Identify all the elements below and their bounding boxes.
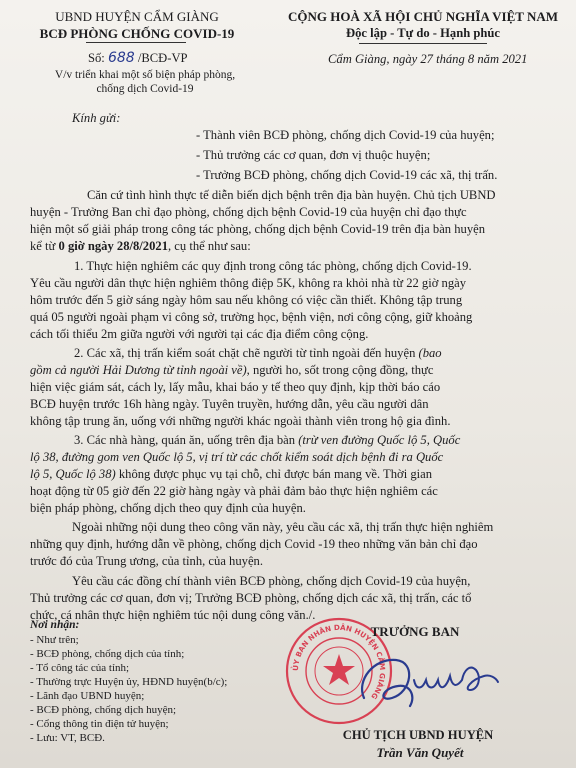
number-prefix: Số:	[88, 51, 105, 65]
addressee-list	[196, 127, 574, 184]
issuing-organization	[6, 8, 268, 42]
addressee-label: Kính gửi:	[72, 111, 121, 125]
item-2-line	[30, 345, 566, 362]
document-number	[88, 50, 268, 67]
closing-line: Thủ trưởng các cơ quan, đơn vị; Trưởng BCĐ phòng, chống dịch các xã, thị trấn, các tổ	[30, 591, 472, 605]
item-3-line	[30, 466, 566, 483]
recipient-item: - Lãnh đạo UBND huyện;	[30, 690, 145, 702]
closing-line: Yêu cầu các đồng chí thành viên BCĐ phòng, chống dịch Covid-19 của huyện,	[72, 574, 471, 588]
closing-line: Ngoài những nội dung theo công văn này, yêu cầu các xã, thị trấn thực hiện nghiêm	[72, 520, 494, 534]
effective-time: 0 giờ ngày 28/8/2021	[58, 239, 168, 253]
recipient-item: - Cổng thông tin điện tử huyện;	[30, 718, 169, 730]
item-2	[30, 345, 566, 430]
closing-line: những quy định, hướng dẫn về phòng, chống dịch Covid -19 theo những văn bản chỉ đạo	[30, 537, 478, 551]
addressee-item: - Trưởng BCĐ phòng, chống dịch Covid-19 các xã, thị trấn.	[196, 168, 498, 182]
signer-name: Trần Văn Quyết	[376, 745, 464, 760]
intro-line: huyện - Trưởng Ban chỉ đạo phòng, chống dịch bệnh Covid-19 của huyện chỉ đạo thực	[30, 205, 467, 219]
number-handwritten: 688	[107, 50, 135, 66]
intro-line	[30, 238, 566, 255]
signer-title: TRƯỞNG BAN	[370, 624, 460, 639]
recipients-block	[30, 618, 290, 745]
recipient-item: - BCĐ phòng, chống dịch của tỉnh;	[30, 648, 185, 660]
intro-line: Căn cứ tình hình thực tế diễn biến dịch bệnh trên địa bàn huyện. Chủ tịch UBND	[87, 188, 496, 202]
item-2-line: BCĐ huyện trước 16h hàng ngày. Tuyên truyền, hướng dẫn, yêu cầu người dân	[30, 397, 429, 411]
recipient-item: - Tổ công tác của tỉnh;	[30, 662, 130, 674]
item-1-line: quá 05 người ngoài phạm vi công sở, trường học, bệnh viện, nơi công cộng, giữ khoảng	[30, 310, 473, 324]
place-date: Cẩm Giàng, ngày 27 tháng 8 năm 2021	[328, 52, 528, 66]
stamp-star-icon	[323, 654, 355, 685]
item-1-line: 1. Thực hiện nghiêm các quy định trong công tác phòng, chống dịch Covid-19.	[74, 259, 472, 273]
item-2-text: , người ho, sốt trong cộng đồng, thực	[246, 363, 434, 377]
number-suffix: /BCĐ-VP	[137, 51, 188, 65]
recipients-label: Nơi nhận:	[30, 619, 80, 631]
item-3-text: không được phục vụ tại chỗ, chỉ được bán mang về. Thời gian	[115, 467, 433, 481]
subject-line-1: V/v triển khai một số biện pháp phòng,	[54, 69, 236, 81]
addressee-item: - Thành viên BCĐ phòng, chống dịch Covid-19 của huyện;	[196, 128, 495, 142]
motto: Độc lập - Tự do - Hạnh phúc	[346, 26, 500, 40]
item-2-italic: gồm cả người Hải Dương từ tỉnh ngoài về)	[30, 363, 247, 377]
item-3-italic: (trừ ven đường Quốc lộ 5, Quốc	[298, 433, 461, 447]
item-3-line: lộ 38, đường gom ven Quốc lộ 5, vị trí từ các chốt kiểm soát dịch bệnh đi ra Quốc	[30, 450, 444, 464]
recipient-item: - Lưu: VT, BCĐ.	[30, 732, 105, 744]
addressee-item: - Thủ trưởng các cơ quan, đơn vị thuộc huyện;	[196, 148, 431, 162]
document-subject	[28, 68, 262, 96]
national-heading	[270, 8, 576, 42]
item-3-line: biện pháp phòng, chống dịch theo quy định của huyện.	[30, 501, 306, 515]
closing-paragraph-1	[30, 519, 566, 570]
item-2-line: không tập trung ăn, uống với những người khác ngoài thành viên trong hộ gia đình.	[30, 414, 451, 428]
org-underline	[86, 42, 186, 43]
document-body	[30, 187, 566, 624]
closing-line: chức, cá nhân thực hiện nghiêm túc nội dung công văn./.	[30, 608, 316, 622]
recipient-item: - Thường trực Huyện ủy, HĐND huyện(b/c);	[30, 676, 228, 688]
signer-position: CHỦ TỊCH UBND HUYỆN	[342, 728, 494, 742]
item-3-line	[30, 432, 566, 449]
signature-handwritten-text: Quyết	[352, 640, 355, 641]
intro-line: hiện một số giải pháp trong công tác phòng, chống dịch bệnh Covid-19 trên địa bàn huyện	[30, 222, 486, 236]
intro-last-pre: kể từ	[30, 239, 59, 253]
item-3-italic: lộ 5, Quốc lộ 38)	[30, 467, 116, 481]
recipient-item: - BCĐ phòng, chống dịch huyện;	[30, 704, 177, 716]
item-2-line: hiện việc giám sát, cách ly, lấy mẫu, khai báo y tế theo quy định, kịp thời báo cáo	[30, 380, 441, 394]
item-1-line: cách tối thiểu 2m giữa người với người tại các địa điểm công cộng.	[30, 327, 369, 341]
item-3	[30, 432, 566, 517]
item-1-line: hôm trước đến 5 giờ sáng ngày hôm sau nếu không có việc cần thiết. Không tập trung	[30, 293, 463, 307]
closing-line: trước đó của Trung ương, của tỉnh, của huyện.	[30, 554, 263, 568]
stamp-ring-text: ỦY BAN NHÂN DÂN HUYỆN CẨM GIÀNG	[290, 622, 388, 701]
intro-last-post: , cụ thể như sau:	[168, 239, 251, 253]
item-2-line	[30, 362, 566, 379]
org-line-1: UBND HUYỆN CẨM GIÀNG	[55, 9, 219, 24]
intro-paragraph	[30, 187, 566, 255]
motto-underline	[359, 43, 487, 44]
item-2-text: 2. Các xã, thị trấn kiểm soát chặt chẽ người từ tỉnh ngoài đến huyện	[74, 346, 419, 360]
item-3-line: hoạt động từ 05 giờ đến 22 giờ hàng ngày và phải đảm bảo thực hiện nghiêm các	[30, 484, 438, 498]
item-2-italic: (bao	[418, 346, 442, 360]
subject-line-2: chống dịch Covid-19	[96, 83, 194, 95]
item-3-text: 3. Các nhà hàng, quán ăn, uống trên địa bàn	[74, 433, 299, 447]
item-1	[30, 258, 566, 343]
item-1-line: Yêu cầu người dân thực hiện nghiêm thông điệp 5K, không ra khỏi nhà từ 22 giờ ngày	[30, 276, 467, 290]
recipient-item: - Như trên;	[30, 634, 79, 646]
org-line-2: BCĐ PHÒNG CHỐNG COVID-19	[39, 26, 235, 41]
handwritten-signature	[352, 640, 502, 718]
nation-title: CỘNG HOÀ XÃ HỘI CHỦ NGHĨA VIỆT NAM	[287, 9, 559, 24]
